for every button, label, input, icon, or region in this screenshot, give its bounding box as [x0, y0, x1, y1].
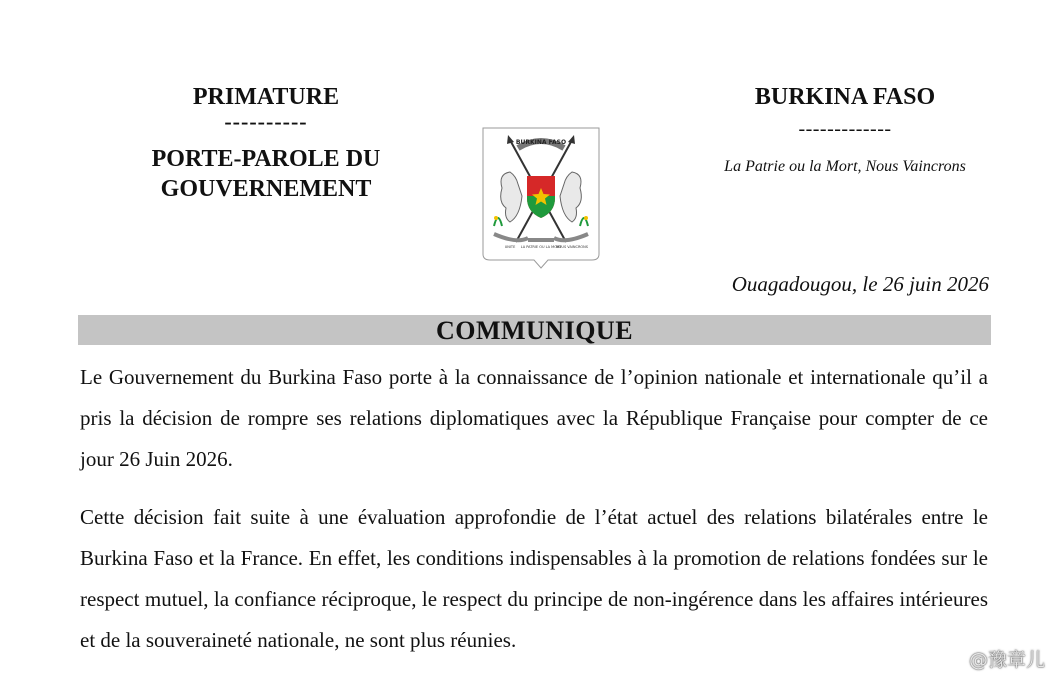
gouvernement-label: GOUVERNEMENT [160, 176, 372, 202]
ribbon-left-text: UNITE [504, 245, 516, 249]
header-left [80, 82, 452, 204]
primature-label: PRIMATURE [192, 84, 340, 110]
body-paragraph-2: Cette décision fait suite à une évaluation approfondie de l’état actuel des relations bilatérales entre le Burkina Faso et la France. En effet, les conditions indispensables à la promotion de relations fondées sur le respect mutuel, la confiance réciproque, le respect du principe de non-ingérence dans les affaires intérieures et de la souveraineté nationale, ne sont plus réunies. [80, 505, 988, 652]
ribbon-right-text: NOUS VAINCRONS [556, 245, 588, 249]
coat-of-arms-emblem [480, 126, 602, 270]
date-line: Ouagadougou, le 26 juin 2026 [731, 272, 989, 296]
emblem-banner-text: BURKINA FASO [515, 139, 567, 146]
header-right [700, 82, 990, 176]
country-name: BURKINA FASO [754, 84, 936, 110]
communique-title: COMMUNIQUE [78, 315, 991, 345]
porte-parole-label: PORTE-PAROLE DU [151, 146, 381, 172]
national-motto: La Patrie ou la Mort, Nous Vaincrons [724, 158, 966, 175]
header-left-separator: ---------- [224, 109, 308, 134]
coat-of-arms-icon [480, 126, 602, 270]
body-paragraph-1: Le Gouvernement du Burkina Faso porte à la connaissance de l’opinion nationale et internationale qu’il a pris la décision de rompre ses relations diplomatiques avec la République Française pour compter de ce jour 26 Juin 2026. [80, 365, 988, 471]
ribbon-center-text: LA PATRIE OU LA MORT [520, 245, 562, 249]
weibo-watermark: @豫章儿 [968, 649, 1045, 671]
header-right-separator: ------------- [798, 118, 892, 140]
